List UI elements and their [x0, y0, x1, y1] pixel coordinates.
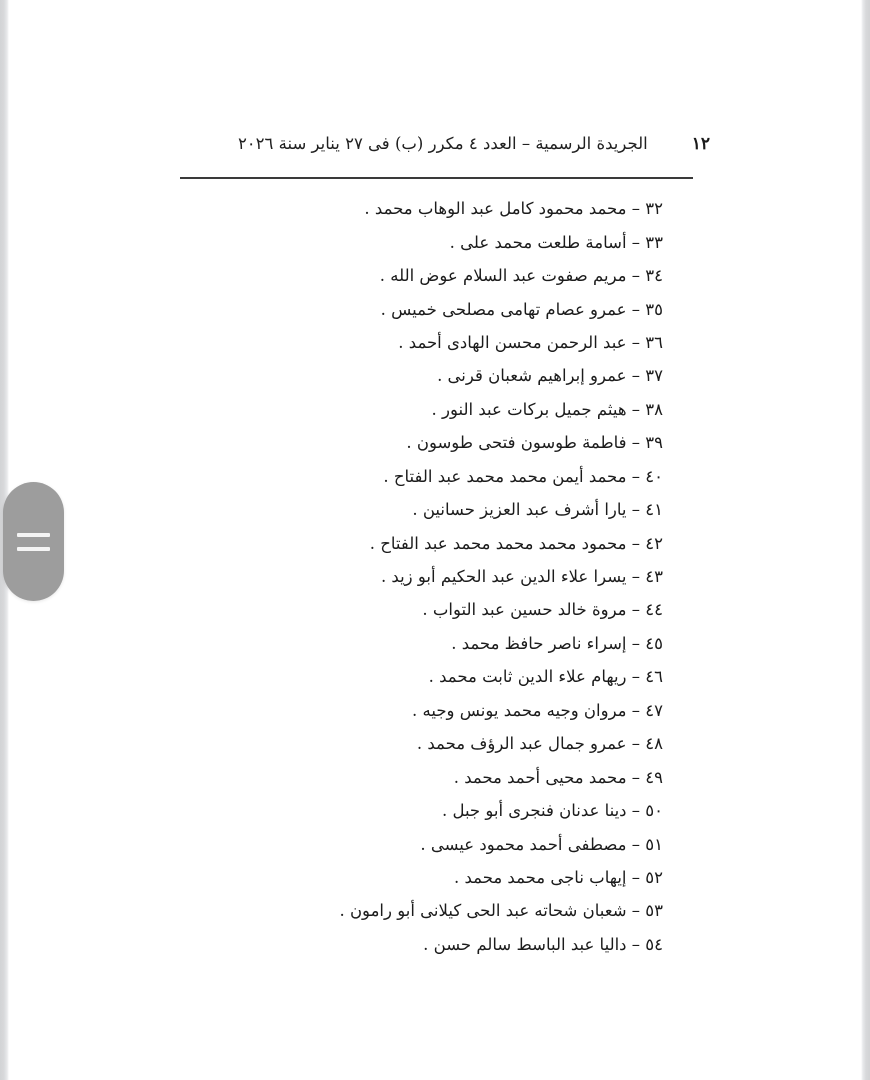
- entry-text: ٤٩ – محمد محيى أحمد محمد .: [453, 767, 663, 787]
- entry-text: ٣٢ – محمد محمود كامل عبد الوهاب محمد .: [364, 199, 663, 219]
- list-item: [9, 727, 861, 760]
- list-item: [9, 928, 861, 961]
- list-item: [9, 827, 861, 860]
- entry-text: ٥٢ – إيهاب ناجى محمد محمد .: [454, 867, 663, 887]
- list-item: [9, 460, 861, 493]
- list-item: [9, 627, 861, 660]
- entry-text: ٤٥ – إسراء ناصر حافظ محمد .: [451, 633, 663, 653]
- entry-text: ٣٥ – عمرو عصام تهامى مصلحى خميس .: [380, 299, 663, 319]
- entry-text: ٤٣ – يسرا علاء الدين عبد الحكيم أبو زيد .: [380, 567, 663, 587]
- entry-text: ٥٤ – داليا عبد الباسط سالم حسن .: [423, 934, 663, 954]
- list-item: [9, 894, 861, 927]
- entry-text: ٥٣ – شعبان شحاته عبد الحى كيلانى أبو رامون .: [339, 901, 663, 921]
- page-header-title: الجريدة الرسمية – العدد ٤ مكرر (ب) فى ٢٧ يناير سنة ٢٠٢٦: [237, 134, 648, 153]
- drag-handle-bar-icon: [17, 533, 50, 537]
- entry-text: ٣٣ – أسامة طلعت محمد على .: [449, 232, 663, 252]
- drag-handle[interactable]: [3, 482, 64, 601]
- entry-text: ٣٤ – مريم صفوت عبد السلام عوض الله .: [379, 266, 663, 286]
- list-item: [9, 660, 861, 693]
- entry-text: ٣٩ – فاطمة طوسون فتحى طوسون .: [406, 433, 663, 453]
- list-item: [9, 593, 861, 626]
- header-divider-rule: [180, 177, 693, 179]
- page-header: [9, 134, 861, 168]
- list-item: [9, 192, 861, 225]
- list-item: [9, 225, 861, 258]
- list-item: [9, 426, 861, 459]
- list-item: [9, 560, 861, 593]
- list-item: [9, 359, 861, 392]
- page-edge-right: [861, 0, 870, 1080]
- entry-text: ٣٧ – عمرو إبراهيم شعبان قرنى .: [437, 366, 663, 386]
- list-item: [9, 393, 861, 426]
- page-header-inner: [238, 134, 710, 154]
- list-item: [9, 694, 861, 727]
- entry-text: ٤٤ – مروة خالد حسين عبد التواب .: [422, 600, 663, 620]
- entry-text: ٤٠ – محمد أيمن محمد محمد عبد الفتاح .: [383, 466, 663, 486]
- list-item: [9, 861, 861, 894]
- list-item: [9, 493, 861, 526]
- entry-text: ٥١ – مصطفى أحمد محمود عيسى .: [420, 834, 663, 854]
- list-item: [9, 259, 861, 292]
- entry-text: ٣٦ – عبد الرحمن محسن الهادى أحمد .: [398, 332, 663, 352]
- list-item: [9, 760, 861, 793]
- page-number: ١٢: [691, 134, 710, 154]
- numbered-entry-list: [9, 192, 861, 961]
- list-item: [9, 326, 861, 359]
- entry-text: ٤٦ – ريهام علاء الدين ثابت محمد .: [428, 667, 663, 687]
- entry-text: ٤٢ – محمود محمد محمد محمد عبد الفتاح .: [369, 533, 663, 553]
- entry-text: ٤٨ – عمرو جمال عبد الرؤف محمد .: [416, 734, 663, 754]
- list-item: [9, 794, 861, 827]
- page-sheet: [9, 0, 861, 1080]
- entry-text: ٤١ – يارا أشرف عبد العزيز حسانين .: [412, 500, 663, 520]
- drag-handle-bar-icon: [17, 547, 50, 551]
- list-item: [9, 292, 861, 325]
- entry-text: ٤٧ – مروان وجيه محمد يونس وجيه .: [412, 700, 663, 720]
- entry-text: ٥٠ – دينا عدنان فنجرى أبو جبل .: [441, 801, 663, 821]
- entry-text: ٣٨ – هيثم جميل بركات عبد النور .: [431, 399, 663, 419]
- list-item: [9, 526, 861, 559]
